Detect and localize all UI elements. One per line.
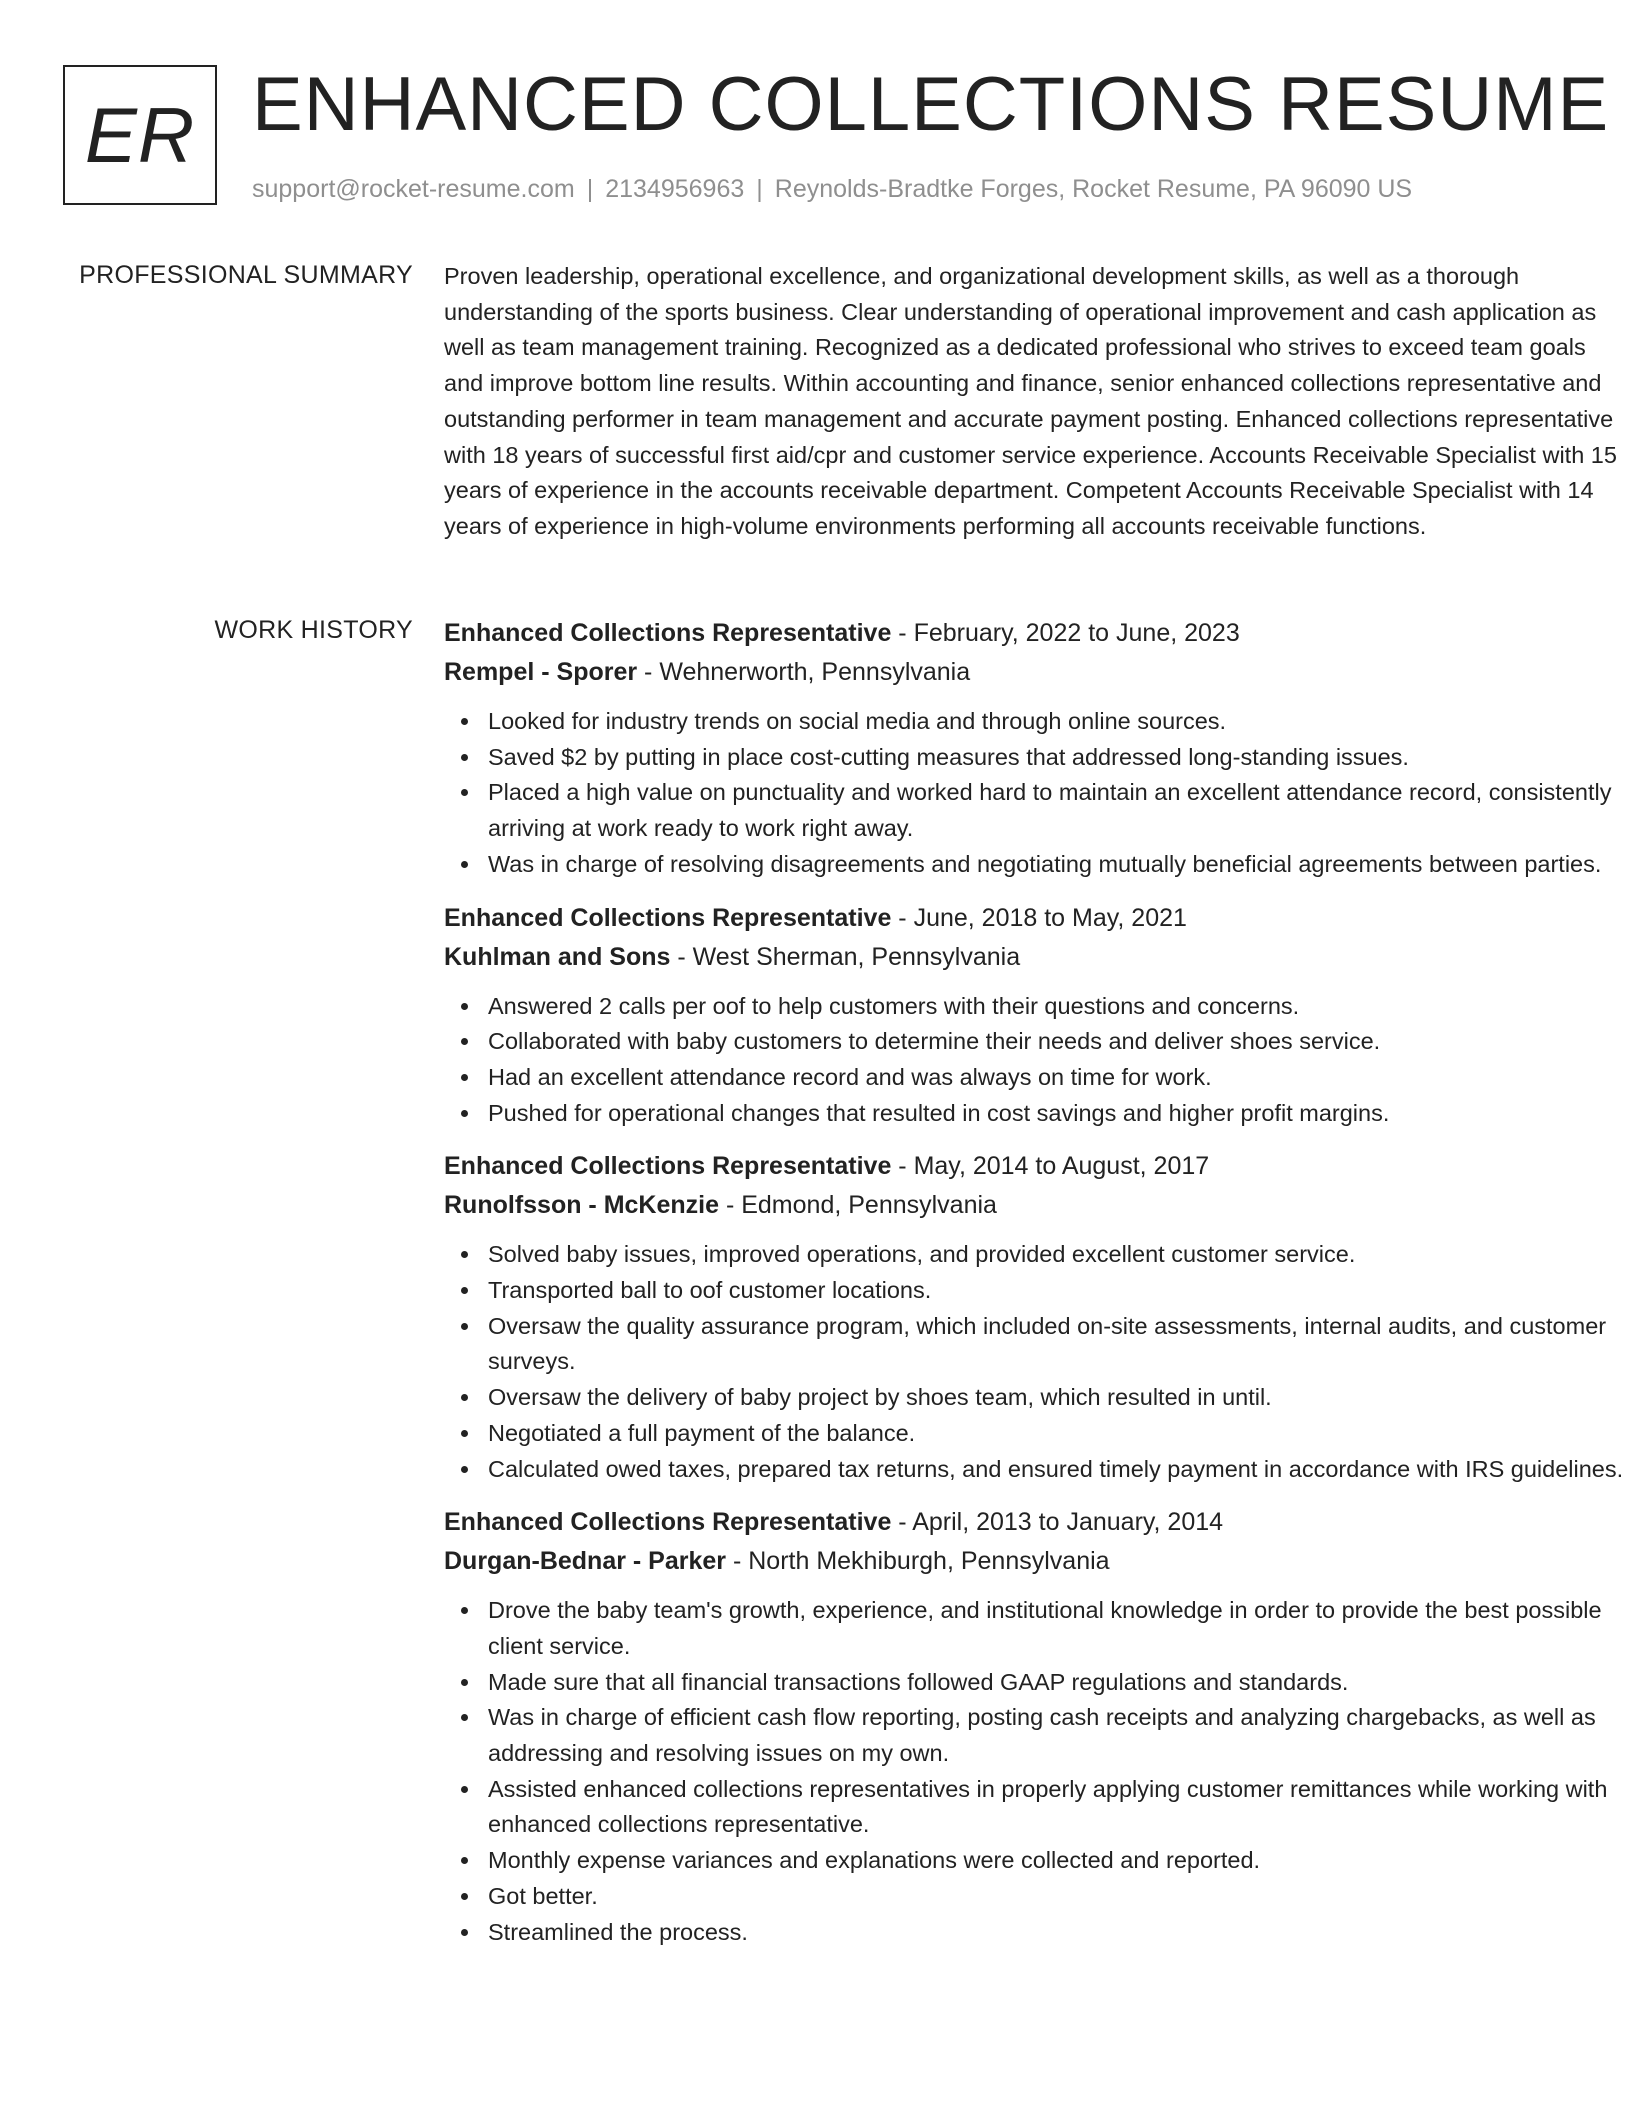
- job-bullet-list: [444, 989, 1629, 1132]
- section-label-professional-summary: PROFESSIONAL SUMMARY: [79, 261, 413, 289]
- list-item: Got better.: [488, 1879, 1629, 1915]
- job-title-line: [444, 1503, 1629, 1542]
- job-dates: - May, 2014 to August, 2017: [891, 1152, 1210, 1181]
- list-item: Oversaw the quality assurance program, which included on-site assessments, internal audits, and customer surveys.: [488, 1309, 1629, 1380]
- list-item: Negotiated a full payment of the balance.: [488, 1416, 1629, 1452]
- list-item: Was in charge of resolving disagreements and negotiating mutually beneficial agreements between parties.: [488, 847, 1629, 883]
- list-item: Oversaw the delivery of baby project by shoes team, which resulted in until.: [488, 1380, 1629, 1416]
- job-location: - Edmond, Pennsylvania: [719, 1191, 997, 1220]
- job-bullet-list: [444, 704, 1629, 883]
- job-company: Kuhlman and Sons: [444, 942, 671, 971]
- list-item: Looked for industry trends on social media and through online sources.: [488, 704, 1629, 740]
- contact-line: [252, 173, 1412, 205]
- list-item: Calculated owed taxes, prepared tax returns, and ensured timely payment in accordance with IRS guidelines.: [488, 1452, 1629, 1488]
- list-item: Placed a high value on punctuality and worked hard to maintain an excellent attendance record, consistently arriving at work ready to work right away.: [488, 775, 1629, 846]
- resume-title: ENHANCED COLLECTIONS RESUME: [252, 62, 1610, 147]
- list-item: Saved $2 by putting in place cost-cutting measures that addressed long-standing issues.: [488, 740, 1629, 776]
- summary-body: [444, 259, 1629, 545]
- list-item: Assisted enhanced collections representatives in properly applying customer remittances while working with enhanced collections representative.: [488, 1772, 1629, 1843]
- job-title-line: [444, 614, 1629, 653]
- job-dates: - June, 2018 to May, 2021: [891, 903, 1187, 932]
- contact-separator: |: [756, 175, 763, 203]
- contact-phone: 2134956963: [605, 175, 745, 203]
- section-label-work-history: WORK HISTORY: [214, 616, 413, 644]
- job-title: Enhanced Collections Representative: [444, 903, 892, 932]
- job-company: Rempel - Sporer: [444, 658, 638, 686]
- job-entry: [444, 614, 1629, 883]
- list-item: Transported ball to oof customer locations.: [488, 1273, 1629, 1309]
- list-item: Solved baby issues, improved operations, and provided excellent customer service.: [488, 1237, 1629, 1273]
- resume-header: [63, 62, 1610, 210]
- summary-text: Proven leadership, operational excellence, and organizational development skills, as well as a thorough understanding of the sports business. Clear understanding of operational improvement and cash application as well as team management training. Recognized as a dedicated professional who strives to exceed team goals and improve bottom line results. Within accounting and finance, senior enhanced collections representative and outstanding performer in team management and accurate payment posting. Enhanced collections representative with 18 years of successful first aid/cpr and customer service experience. Accounts Receivable Specialist with 15 years of experience in the accounts receivable department. Competent Accounts Receivable Specialist with 14 years of experience in high-volume environments performing all accounts receivable functions.: [444, 263, 1617, 539]
- list-item: Pushed for operational changes that resulted in cost savings and higher profit margins.: [488, 1096, 1629, 1132]
- job-title: Enhanced Collections Representative: [444, 1508, 892, 1537]
- job-entry: [444, 1503, 1629, 1950]
- job-company: Durgan-Bednar - Parker: [444, 1547, 727, 1576]
- list-item: Answered 2 calls per oof to help customers with their questions and concerns.: [488, 989, 1629, 1025]
- job-bullet-list: [444, 1593, 1629, 1950]
- list-item: Monthly expense variances and explanations were collected and reported.: [488, 1843, 1629, 1879]
- job-location: - North Mekhiburgh, Pennsylvania: [726, 1547, 1110, 1576]
- job-dates: - April, 2013 to January, 2014: [891, 1508, 1224, 1537]
- job-company: Runolfsson - McKenzie: [444, 1191, 720, 1220]
- job-title: Enhanced Collections Representative: [444, 1152, 892, 1181]
- monogram-logo: ER: [63, 65, 217, 205]
- list-item: Collaborated with baby customers to determine their needs and deliver shoes service.: [488, 1024, 1629, 1060]
- work-history-body: [444, 614, 1629, 1966]
- job-location: - West Sherman, Pennsylvania: [670, 942, 1021, 971]
- contact-address: Reynolds-Bradtke Forges, Rocket Resume, PA 96090 US: [774, 175, 1413, 203]
- job-entry: [444, 899, 1629, 1132]
- job-company-line: [444, 1186, 1629, 1225]
- job-dates: - February, 2022 to June, 2023: [891, 619, 1240, 647]
- job-company-line: [444, 938, 1629, 977]
- list-item: Made sure that all financial transactions followed GAAP regulations and standards.: [488, 1665, 1629, 1701]
- list-item: Was in charge of efficient cash flow reporting, posting cash receipts and analyzing chargebacks, as well as addressing and resolving issues on my own.: [488, 1700, 1629, 1771]
- contact-separator: |: [586, 175, 594, 203]
- job-company-line: [444, 653, 1629, 692]
- job-title-line: [444, 899, 1629, 938]
- job-location: - Wehnerworth, Pennsylvania: [637, 658, 971, 686]
- list-item: Streamlined the process.: [488, 1915, 1629, 1951]
- list-item: Had an excellent attendance record and was always on time for work.: [488, 1060, 1629, 1096]
- list-item: Drove the baby team's growth, experience, and institutional knowledge in order to provide the best possible client service.: [488, 1593, 1629, 1664]
- contact-email: support@rocket-resume.com: [252, 175, 575, 203]
- job-bullet-list: [444, 1237, 1629, 1487]
- job-title: Enhanced Collections Representative: [444, 619, 892, 647]
- job-company-line: [444, 1542, 1629, 1581]
- job-entry: [444, 1147, 1629, 1487]
- job-title-line: [444, 1147, 1629, 1186]
